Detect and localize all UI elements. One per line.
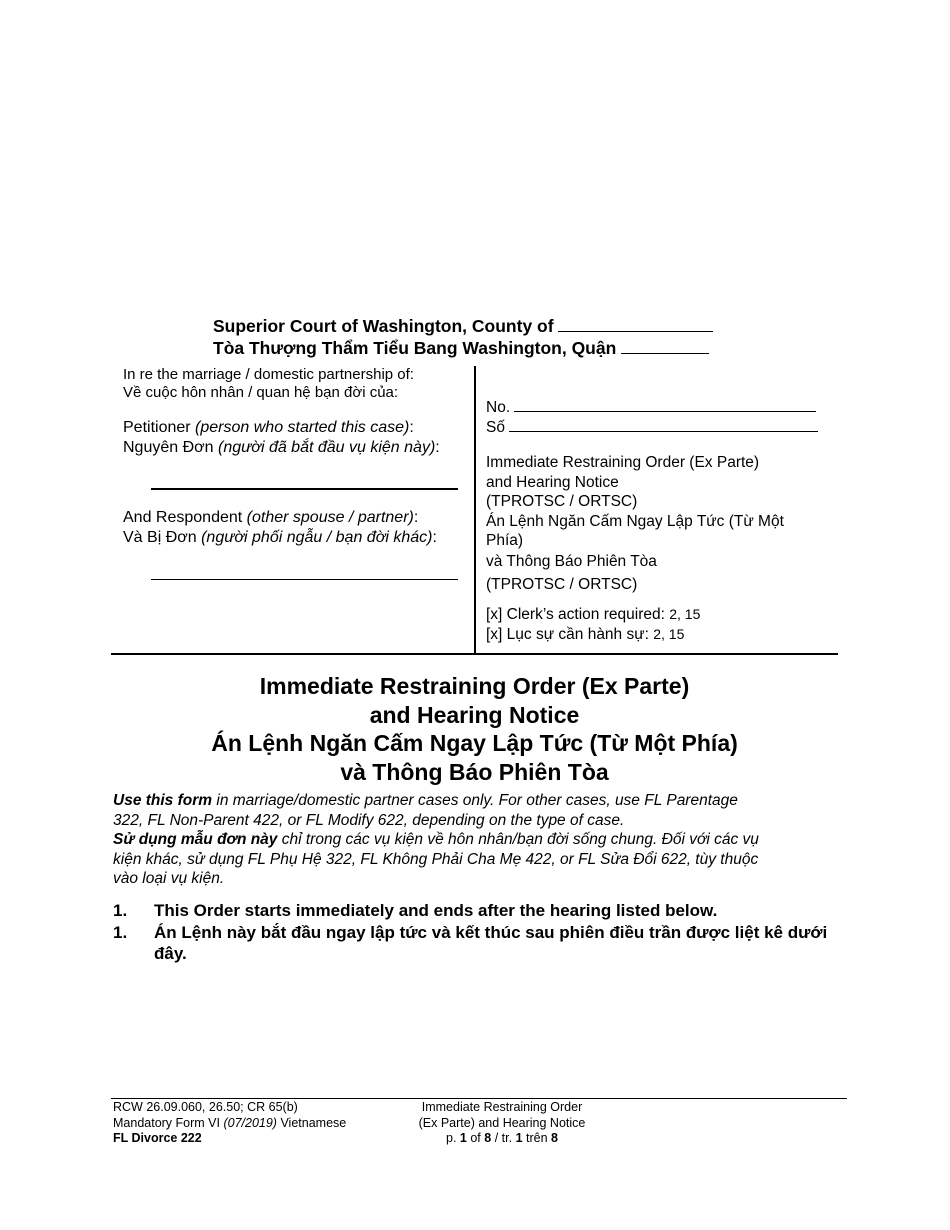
county-blank-vi[interactable]	[621, 339, 709, 354]
case-number-field-vi[interactable]	[509, 431, 818, 432]
doc-title-block: Immediate Restraining Order (Ex Parte) and Hearing Notice (TPROTSC / ORTSC) Án Lệnh Ngăn Cấm Ngay Lập Tức (Từ Một Phía) và Thông Báo Phiên Tòa (TPROTSC / ORTSC)	[486, 454, 784, 593]
respondent-name-line[interactable]	[151, 579, 458, 580]
usage-instructions: Use this form in marriage/domestic partner cases only. For other cases, use FL Parentage 322, FL Non-Parent 422, or FL Modify 622, depending on the type of case. Sử dụng mẫu đơn này chỉ trong các vụ kiện về hôn nhân/bạn đời sống chung. Đối với các vụ kiện khác, sử dụng FL Phụ Hệ 322, FL Không Phải Cha Mẹ 422, or FL Sửa Đổi 622, tùy thuộc vào loại vụ kiện.	[113, 792, 759, 888]
court-header	[213, 315, 713, 359]
clerk-action: [x] Clerk’s action required: 2, 15 [x] Lục sự cần hành sự: 2, 15	[486, 606, 701, 643]
case-number: No. Số	[486, 398, 818, 437]
caption-divider	[474, 366, 476, 655]
petitioner-label: Petitioner (person who started this case): Nguyên Đơn (người đã bắt đầu vụ kiện này):	[123, 419, 440, 456]
document-title: Immediate Restraining Order (Ex Parte) and Hearing Notice Án Lệnh Ngăn Cấm Ngay Lập Tức (Từ Một Phía) và Thông Báo Phiên Tòa	[211, 673, 738, 785]
county-blank[interactable]	[558, 317, 713, 332]
in-re-block	[123, 366, 414, 402]
respondent-label: And Respondent (other spouse / partner): Và Bị Đơn (người phối ngẫu / bạn đời khác):	[123, 509, 437, 546]
petitioner-name-line[interactable]	[151, 488, 458, 490]
footer-center: Immediate Restraining Order (Ex Parte) and Hearing Notice p. 1 of 8 / tr. 1 trên 8	[372, 1100, 632, 1147]
form-number: FL Divorce 222	[113, 1131, 202, 1145]
footer-left: RCW 26.09.060, 26.50; CR 65(b) Mandatory Form VI (07/2019) Vietnamese FL Divorce 222	[113, 1100, 347, 1145]
in-re-en: In re the marriage / domestic partnership of:	[123, 366, 414, 383]
page-number: p. 1 of 8 / tr. 1 trên 8	[446, 1131, 558, 1145]
case-number-field[interactable]	[514, 411, 816, 412]
caption-bottom-rule	[111, 653, 838, 655]
court-line-en: Superior Court of Washington, County of	[213, 315, 713, 337]
footer-rule	[111, 1098, 847, 1099]
in-re-vi: Về cuộc hôn nhân / quan hệ bạn đời của:	[123, 384, 399, 401]
court-line-vi: Tòa Thượng Thẩm Tiểu Bang Washington, Quận	[213, 337, 713, 359]
